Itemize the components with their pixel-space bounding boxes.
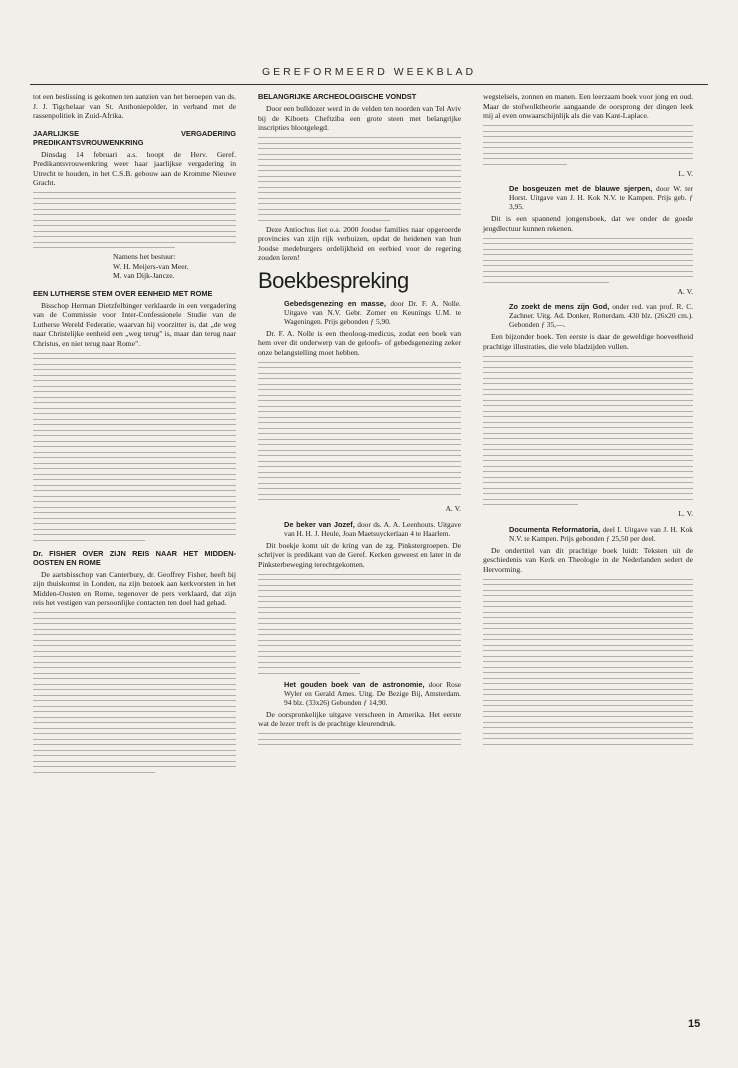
book-info: onder red. van prof. R. C. Zachner. Uitg. Ad. Donker, Rotterdam. 430 blz. (26x20 cm.). Gebonden ƒ 35,—. <box>509 302 693 329</box>
text-lines-placeholder <box>33 192 236 248</box>
book-info: door ds. A. A. Leenhouts. Uitgave van H. H. J. Heule, Joan Maetsuyckerlaan 4 te Haarlem. <box>284 519 461 538</box>
text-lines-placeholder <box>258 362 461 501</box>
book-title: Gebedsgenezing en masse, <box>284 298 386 308</box>
paragraph: Dinsdag 14 februari a.s. hoopt de Herv. Geref. Predikantsvrouwenkring weer haar jaarlijkse vergadering in Utrecht te houden, in het C.S.B. gebouw aan de Kromme Nieuwe Gracht. <box>33 149 236 187</box>
article-heading: BELANGRIJKE ARCHEOLOGISCHE VONDST <box>258 92 417 101</box>
text-lines-placeholder <box>258 574 461 674</box>
article-heading: JAARLIJKSE VERGADERING PREDIKANTSVROUWENKRING <box>33 128 236 147</box>
signature: M. van Dijk-Jancze. <box>113 271 175 280</box>
paragraph: Dr. F. A. Nolle is een theoloog-medicus, zodat een boek van hem over dit onderwerp van de geloofs- of gebedsgenezing zeker onze belangstelling moet hebben. <box>258 328 461 357</box>
reviewer-initials: A. V. <box>445 504 461 513</box>
paragraph: Door een bulldozer werd in de velden ten noorden van Tel Aviv bij de Kiboets Cheftziba een grote steen met belangrijke inscripties blootgelegd. <box>258 104 461 132</box>
paragraph: Deze Antiochus liet o.a. 2000 Joodse families naar opgeroerde provincies van zijn rijk verhuizen, opdat de heidenen van hun Joodse medeburgers ordelijkheid en eerbied voor de regering zouden leren! <box>258 224 461 262</box>
paragraph: Dit boekje komt uit de kring van de zg. Pinkstergroepen. De schrijver is predikant van de Geref. Kerken geweest en later in de Pinksterbeweging terechtgekomen. <box>258 540 461 569</box>
section-title-boekbespreking: Boekbespreking <box>258 267 409 293</box>
paragraph: De oorspronkelijke uitgave verscheen in Amerika. Het eerste wat de lezer treft is de prachtige kleurendruk. <box>258 709 461 728</box>
column-left <box>33 92 236 777</box>
signature: W. H. Meijers-van Meer. <box>113 261 189 271</box>
book-title: Zo zoekt de mens zijn God, <box>509 302 610 311</box>
book-header <box>509 184 693 211</box>
text-lines-placeholder <box>483 579 693 745</box>
text-lines-placeholder <box>258 137 461 221</box>
book-info: door Dr. F. A. Nolle. Uitgave van N.V. Gebr. Zomer en Keunings U.M. te Wageningen. Prijs gebonden ƒ 5,90. <box>284 298 461 326</box>
signature-label: Namens het bestuur: <box>113 252 176 261</box>
paragraph: Een bijzonder boek. Ten eerste is daar de geweldige hoeveelheid prachtige illustraties, die vele bladzijden vullen. <box>483 332 693 351</box>
book-title: Het gouden boek van de astronomie, <box>284 679 425 689</box>
paragraph: De aartsbisschop van Canterbury, dr. Geoffrey Fisher, heeft bij zijn thuiskomst in Londen, na zijn bezoek aan kerkvorsten in het Midden-Oosten en Rome, tegenover de pers verklaard, dat zijn reis het vestigen van persoonlijke contacten ten doel had gehad. <box>33 569 236 607</box>
paragraph: De ondertitel van dit prachtige boek luidt: Teksten uit de geschiedenis van Kerk en Theologie in de Nederlanden sedert de Hervorming. <box>483 545 693 574</box>
paragraph: tot een beslissing is gekomen ten aanzien van het beroepen van ds. J. J. Tigchelaar van St. Anthoniepolder, in verband met de rassenpolitiek in Zuid-Afrika. <box>33 92 236 120</box>
text-lines-placeholder <box>483 356 693 506</box>
book-info: door Rose Wyler en Gerald Ames. Uitg. De Bezige Bij, Amsterdam. 94 blz. (33x26) Gebonden ƒ 14,90. <box>284 679 461 707</box>
book-header <box>284 299 461 326</box>
masthead: GEREFORMEERD WEEKBLAD <box>261 66 477 78</box>
reviewer-initials: L. V. <box>678 168 693 178</box>
book-info: door W. ter Horst. Uitgave van J. H. Kok N.V. te Kampen. Prijs geb. ƒ 3,95. <box>509 184 693 211</box>
header-rule <box>30 84 708 85</box>
book-title: De bosgeuzen met de blauwe sjerpen, <box>509 184 653 193</box>
text-lines-placeholder <box>483 238 693 283</box>
text-lines-placeholder <box>33 612 236 773</box>
page-number: 15 <box>688 1018 701 1030</box>
paragraph: wegstelsels, zonnen en manen. Een leerzaam boek voor jong en oud. Maar de stofwolktheorie aangaande de oorsprong der dingen leek mij al even onwaarschijnlijk als die van Kant-Laplace. <box>483 92 693 120</box>
text-lines-placeholder <box>258 733 461 745</box>
book-title: De beker van Jozef, <box>284 519 355 529</box>
column-middle <box>258 92 461 749</box>
column-right <box>483 92 693 749</box>
article-heading: Dr. FISHER OVER ZIJN REIS NAAR HET MIDDEN-OOSTEN EN ROME <box>33 548 236 567</box>
text-lines-placeholder <box>33 353 236 541</box>
book-info: deel I. Uitgave van J. H. Kok N.V. te Kampen. Prijs gebonden ƒ 25,50 per deel. <box>509 524 693 543</box>
book-title: Documenta Reformatoria, <box>509 524 601 534</box>
text-lines-placeholder <box>483 125 693 165</box>
book-header <box>284 520 461 538</box>
paragraph: Bisschop Herman Dietzfelbinger verklaarde in een vergadering van de Commissie voor Inter-Confessionele Studie van de Lutherse Wereld Federatie, waarvan hij voorzitter is, dat „de weg naar Christelijke eenheid een „weg terug" is, maar dan terug naar Christus, en niet terug naar Rome". <box>33 300 236 348</box>
paragraph: Dit is een spannend jongensboek, dat we onder de goede jeugdlectuur kunnen rekenen. <box>483 214 693 233</box>
article-heading: EEN LUTHERSE STEM OVER EENHEID MET ROME <box>33 288 213 298</box>
book-header <box>284 680 461 707</box>
book-header <box>509 525 693 543</box>
reviewer-initials: A. V. <box>677 286 693 296</box>
book-header <box>509 302 693 329</box>
reviewer-initials: L. V. <box>678 509 693 518</box>
